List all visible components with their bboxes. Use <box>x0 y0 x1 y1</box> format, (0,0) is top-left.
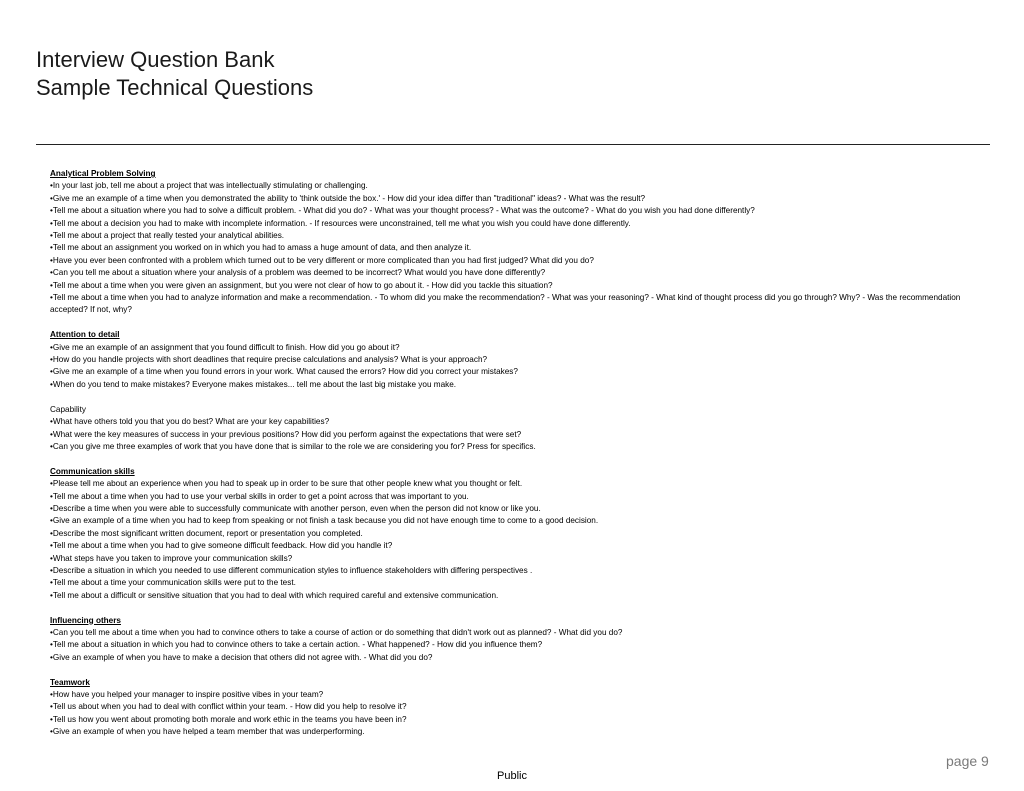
question-list <box>50 168 990 739</box>
question-item: • Tell me about a time when you had to analyze information and make a recommendation. - To whom did you make the recommendation? - What was your reasoning? - What kind of thought process did you go through? Why? - Was the recommendation accepted? If not, why? <box>50 292 990 317</box>
question-item: • Give an example of when you have helped a team member that was underperforming. <box>50 726 990 738</box>
question-item: • Tell me about a time when you had to give someone difficult feedback. How did you handle it? <box>50 540 990 552</box>
question-item: • Tell me about a time when you had to use your verbal skills in order to get a point across that was important to you. <box>50 491 990 503</box>
section-heading: Teamwork <box>50 677 90 687</box>
question-item: • How do you handle projects with short deadlines that require precise calculations and analysis? What is your approach? <box>50 354 990 366</box>
section-heading: Communication skills <box>50 466 135 476</box>
question-section <box>50 329 990 391</box>
question-item: • Can you give me three examples of work that you have done that is similar to the role we are considering you for? Press for specifics. <box>50 441 990 453</box>
section-heading: Influencing others <box>50 615 121 625</box>
section-heading: Analytical Problem Solving <box>50 169 156 178</box>
question-section <box>50 677 990 739</box>
question-item: • Tell us how you went about promoting both morale and work ethic in the teams you have been in? <box>50 714 990 726</box>
question-section <box>50 404 990 454</box>
question-section <box>50 168 990 317</box>
question-section <box>50 466 990 602</box>
question-item: • Can you tell me about a situation where your analysis of a problem was deemed to be incorrect? What would you have done differently? <box>50 267 990 279</box>
question-item: • Give an example of when you have to make a decision that others did not agree with. - What did you do? <box>50 652 990 664</box>
question-item: • What steps have you taken to improve your communication skills? <box>50 553 990 565</box>
question-item: • Tell us about when you had to deal with conflict within your team. - How did you help to resolve it? <box>50 701 990 713</box>
question-item: • Give me an example of an assignment that you found difficult to finish. How did you go about it? <box>50 342 990 354</box>
question-item: • Can you tell me about a time when you had to convince others to take a course of action or do something that didn't work out as planned? - What did you do? <box>50 627 990 639</box>
question-item: • Tell me about a project that really tested your analytical abilities. <box>50 230 990 242</box>
question-item: • Please tell me about an experience when you had to speak up in order to be sure that other people knew what you thought or felt. <box>50 478 990 490</box>
title-line-1: Interview Question Bank <box>36 47 275 72</box>
question-item: • Tell me about a decision you had to make with incomplete information. - If resources were unconstrained, tell me what you wish you could have done differently. <box>50 218 990 230</box>
page-number: page 9 <box>946 753 989 769</box>
question-item: • Tell me about a difficult or sensitive situation that you had to deal with which required careful and extensive communication. <box>50 590 990 602</box>
question-item: • Give me an example of a time when you demonstrated the ability to 'think outside the box.' - How did your idea differ than "traditional" ideas? - What was the result? <box>50 193 990 205</box>
title-divider <box>36 144 990 145</box>
question-item: • Give an example of a time when you had to keep from speaking or not finish a task because you did not have enough time to come to a good decision. <box>50 515 990 527</box>
question-item: • Describe a time when you were able to successfully communicate with another person, even when the person did not know or like you. <box>50 503 990 515</box>
question-item: • Tell me about a situation in which you had to convince others to take a certain action. - What happened? - How did you influence them? <box>50 639 990 651</box>
question-item: • Tell me about a time your communication skills were put to the test. <box>50 577 990 589</box>
title-line-2: Sample Technical Questions <box>36 75 314 100</box>
question-item: • Tell me about an assignment you worked on in which you had to amass a huge amount of data, and then analyze it. <box>50 242 990 254</box>
question-item: • What were the key measures of success in your previous positions? How did you perform against the expectations that were set? <box>50 429 990 441</box>
section-heading: Capability <box>50 404 86 414</box>
document-title <box>36 46 313 102</box>
question-item: • Give me an example of a time when you found errors in your work. What caused the errors? How did you correct your mistakes? <box>50 366 990 378</box>
question-section <box>50 615 990 665</box>
classification-label: Public <box>497 770 527 782</box>
question-item: • How have you helped your manager to inspire positive vibes in your team? <box>50 689 990 701</box>
question-item: • What have others told you that you do best? What are your key capabilities? <box>50 416 990 428</box>
question-item: • Tell me about a time when you were given an assignment, but you were not clear of how to go about it. - How did you tackle this situation? <box>50 280 990 292</box>
question-item: • Have you ever been confronted with a problem which turned out to be very different or more complicated than you had first judged? What did you do? <box>50 255 990 267</box>
question-item: • Tell me about a situation where you had to solve a difficult problem. - What did you do? - What was your thought process? - What was the outcome? - What do you wish you had done differently? <box>50 205 990 217</box>
question-item: • In your last job, tell me about a project that was intellectually stimulating or challenging. <box>50 180 990 192</box>
section-heading: Attention to detail <box>50 330 120 340</box>
question-item: • When do you tend to make mistakes? Everyone makes mistakes... tell me about the last big mistake you make. <box>50 379 990 391</box>
question-item: • Describe a situation in which you needed to use different communication styles to influence stakeholders with differing perspectives . <box>50 565 990 577</box>
question-item: • Describe the most significant written document, report or presentation you completed. <box>50 528 990 540</box>
